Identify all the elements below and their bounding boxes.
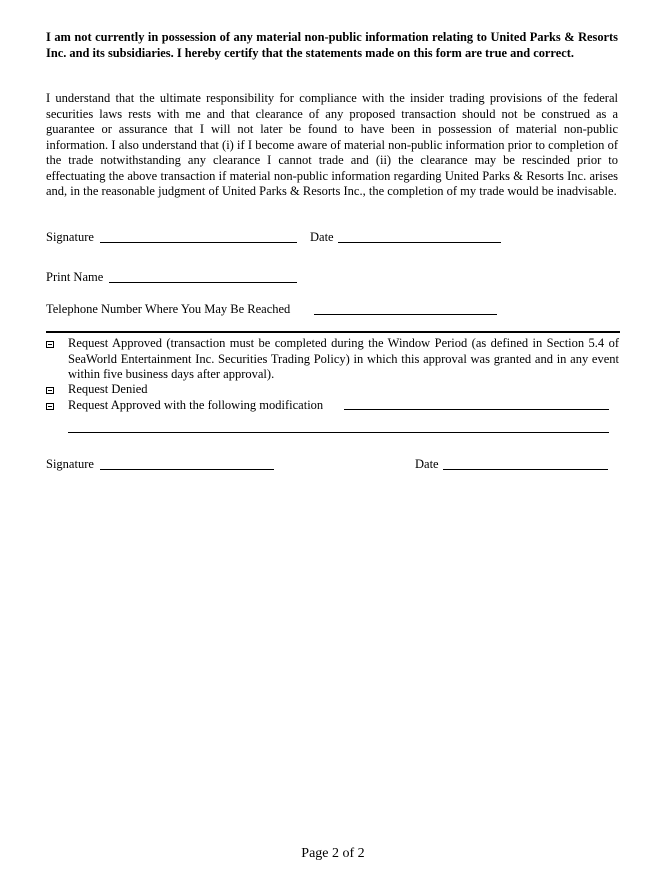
understanding-statement: I understand that the ultimate responsibility for compliance with the insider trading provisions of the federal securities laws rests with me and that clearance of any proposed transaction should not be construed as a guarantee or assurance that I will not later be found to have been in possession of material non-public information. I also understand that (i) if I become aware of material non-public information prior to completion of the trade notwithstanding any clearance I cannot trade and (ii) the clearance may be rescinded prior to effectuating the above transaction if material non-public information regarding United Parks & Resorts Inc. arises and, in the reasonable judgment of United Parks & Resorts Inc., the completion of my trade would be inadvisable. [46,91,618,198]
print-name-label: Print Name [46,270,104,284]
telephone-label: Telephone Number Where You May Be Reached [46,302,291,316]
section-divider [46,331,620,333]
certification-statement: I am not currently in possession of any material non-public information relating to United Parks & Resorts Inc. and its subsidiaries. I hereby certify that the statements made on this form are true and correct. [46,30,618,60]
telephone-line[interactable] [314,314,497,315]
modification-line[interactable] [344,409,609,410]
approver-signature-line[interactable] [100,469,274,470]
modification-line-2[interactable] [68,432,609,433]
signature-line[interactable] [100,242,297,243]
signature-label: Signature [46,230,94,244]
approver-date-label: Date [415,457,439,471]
option-modification-text: Request Approved with the following modification [68,398,324,412]
approver-signature-label: Signature [46,457,94,471]
page-number: Page 2 of 2 [301,846,365,861]
modification-checkbox[interactable] [46,403,54,410]
print-name-line[interactable] [109,282,297,283]
option-denied-text: Request Denied [68,382,148,396]
denied-checkbox[interactable] [46,387,54,394]
approver-date-line[interactable] [443,469,608,470]
option-modification [46,398,620,414]
option-approved [46,336,620,383]
option-denied [46,382,620,398]
option-approved-text: Request Approved (transaction must be completed during the Window Period (as defined in Section 5.4 of SeaWorld Entertainment Inc. Securities Trading Policy) in which this approval was granted and in any event within five business days after approval). [68,336,619,381]
date-label: Date [310,230,334,244]
date-line[interactable] [338,242,501,243]
approved-checkbox[interactable] [46,341,54,348]
